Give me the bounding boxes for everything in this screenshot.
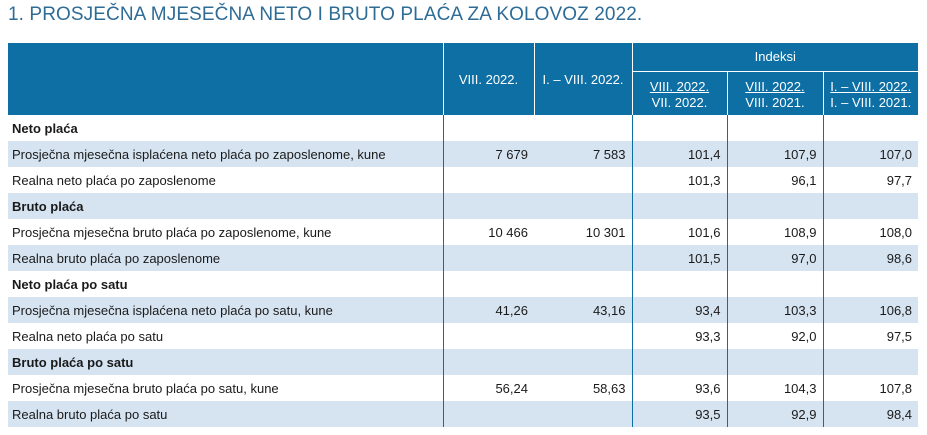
cell-period-value: 7 583 [534,141,632,167]
cell-index-2: 108,9 [727,219,823,245]
cell-index-1 [632,115,727,141]
cell-month-value [443,323,534,349]
cell-period-value [534,401,632,427]
table-row-section [8,193,918,219]
header-index-1-top: VIII. 2022. [649,79,710,95]
table-row [8,167,918,193]
cell-index-1: 101,6 [632,219,727,245]
header-label-column [8,43,443,115]
cell-month-value [443,115,534,141]
cell-index-2 [727,271,823,297]
cell-index-3: 108,0 [879,224,913,240]
cell-index-3: 107,8 [879,380,913,396]
cell-index-1: 93,4 [632,297,727,323]
cell-index-3: 98,4 [823,401,918,427]
row-label: Prosječna mjesečna bruto plaća po zaposlenome, kune [8,219,443,245]
table-row [8,323,918,349]
header-indices: Indeksi [632,43,918,71]
cell-index-1 [632,349,727,375]
cell-index-1 [632,193,727,219]
cell-period-value [534,349,632,375]
cell-month-value: 7 679 [443,141,534,167]
row-label: Prosječna mjesečna isplaćena neto plaća po zaposlenome, kune [8,141,443,167]
table-row [8,219,918,245]
cell-index-1: 101,3 [632,167,727,193]
cell-index-2: 92,0 [727,323,823,349]
table-header [8,43,918,115]
cell-index-2 [727,193,823,219]
cell-index-3: 98,6 [823,245,918,271]
cell-period-value [534,245,632,271]
cell-index-1 [632,271,727,297]
cell-month-value [443,401,534,427]
cell-index-2: 103,3 [727,297,823,323]
cell-index-3: 106,8 [823,297,918,323]
cell-index-1: 93,6 [632,375,727,401]
cell-index-3: 97,5 [886,328,913,344]
cell-period-value: 58,63 [534,375,632,401]
cell-period-value [534,323,632,349]
cell-index-2 [727,115,823,141]
cell-month-value: 41,26 [443,297,534,323]
header-period: I. – VIII. 2022. [534,43,632,115]
header-index-1 [632,71,727,115]
cell-period-value [534,115,632,141]
row-label: Realna neto plaća po satu [8,323,443,349]
cell-index-3: 97,7 [886,172,913,188]
table-row [8,401,918,427]
wages-table [8,43,918,427]
row-label: Prosječna mjesečna isplaćena neto plaća po satu, kune [8,297,443,323]
table-row-section [8,115,918,141]
header-index-2 [727,71,823,115]
cell-index-3 [823,193,918,219]
table-row [8,141,918,167]
cell-index-1: 93,3 [632,323,727,349]
cell-month-value [443,349,534,375]
header-index-2-bottom: VIII. 2021. [745,95,805,111]
header-index-2-top: VIII. 2022. [745,79,805,95]
cell-index-3 [823,271,918,297]
header-index-3 [823,71,918,115]
header-month: VIII. 2022. [443,43,534,115]
cell-month-value: 56,24 [495,380,528,396]
cell-index-2: 92,9 [727,401,823,427]
row-label: Neto plaća po satu [8,271,443,297]
cell-period-value: 43,16 [534,297,632,323]
cell-index-2: 96,1 [727,167,823,193]
table-row-section [8,349,918,375]
table-row [8,245,918,271]
table-body [8,115,918,427]
header-index-1-bottom: VII. 2022. [651,95,708,111]
row-label: Realna neto plaća po zaposlenome [8,167,443,193]
row-label: Prosječna mjesečna bruto plaća po satu, kune [8,375,443,401]
header-index-3-top: I. – VIII. 2022. [830,79,912,95]
cell-month-value [443,193,534,219]
row-label: Bruto plaća [8,193,443,219]
cell-period-value [534,193,632,219]
cell-month-value [443,245,534,271]
table-row [8,375,918,401]
table-row-section [8,271,918,297]
row-label: Realna bruto plaća po satu [8,401,443,427]
cell-index-1: 101,4 [632,141,727,167]
cell-index-2 [727,349,823,375]
cell-index-2: 107,9 [727,141,823,167]
cell-index-3 [823,115,918,141]
cell-month-value [443,167,534,193]
cell-period-value [534,271,632,297]
cell-index-3: 107,0 [823,141,918,167]
row-label: Bruto plaća po satu [8,349,443,375]
cell-month-value: 10 466 [488,224,528,240]
cell-period-value: 10 301 [534,219,632,245]
header-index-3-bottom: I. – VIII. 2021. [830,95,912,111]
cell-index-1: 93,5 [632,401,727,427]
cell-index-3 [823,349,918,375]
cell-index-2: 104,3 [727,375,823,401]
cell-index-1: 101,5 [632,245,727,271]
cell-index-2: 97,0 [727,245,823,271]
row-label: Neto plaća [8,115,443,141]
cell-month-value [443,271,534,297]
page-title: 1. PROSJEČNA MJESEČNA NETO I BRUTO PLAĆA ZA KOLOVOZ 2022. [8,4,643,25]
table-row [8,297,918,323]
cell-period-value [534,167,632,193]
row-label: Realna bruto plaća po zaposlenome [8,245,443,271]
